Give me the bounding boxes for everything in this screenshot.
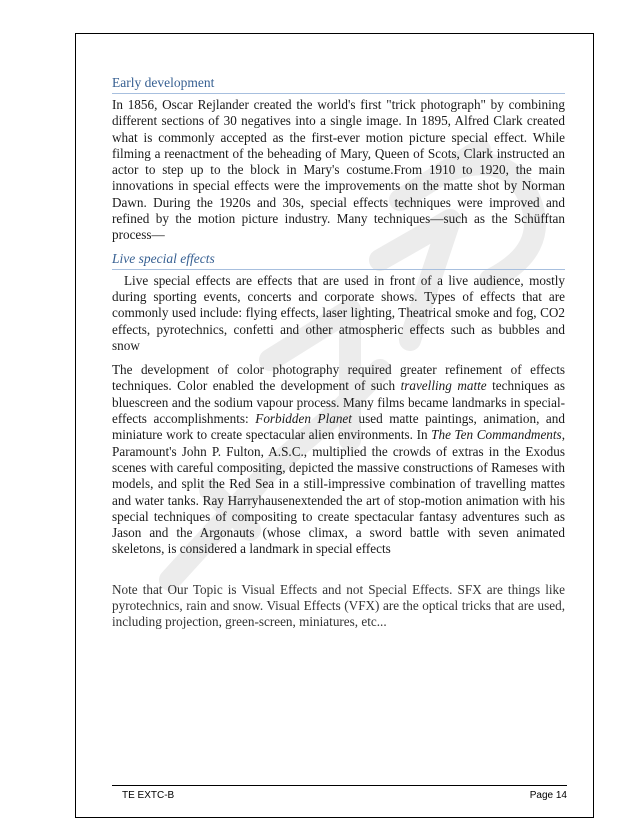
text-run: , Paramount's John P. Fulton, A.S.C., multiplied the crowds of extras in the Exodus scenes with careful compositing, depicted the massive constructions of Rameses with models, and split the Red Sea in a still-impressive combination of travelling mattes and water tanks. Ray Harryhausenextended the art of stop-motion animation with his special techniques of compositing to create spectacular fantasy adventures such as Jason and the Argonauts (whose climax, a sword battle with seven animated skeletons, is considered a landmark in special effects	[112, 427, 565, 557]
italic-film-title: The Ten Commandments	[431, 427, 562, 443]
italic-term: travelling matte	[400, 378, 487, 394]
text-run: techniques as bluescreen and the sodium vapour process. Many films became landmarks in special-effects accomplishments:	[112, 378, 566, 427]
footer-page-number: Page 14	[529, 790, 567, 801]
text-run: The development of color photography required greater refinement of effects techniques. Color enabled the development of such	[112, 362, 565, 394]
text-run: used matte paintings, animation, and miniature work to create spectacular alien environments. In	[112, 411, 565, 443]
section-heading-early-development: Early development	[112, 74, 565, 94]
footer-left-label: TE EXTC-B	[122, 790, 175, 801]
paragraph-early-development: In 1856, Oscar Rejlander created the world's first "trick photograph" by combining different sections of 30 negatives into a single image. In 1895, Alfred Clark created what is commonly accepted as the first-ever motion picture special effect. While filming a reenactment of the beheading of Mary, Queen of Scots, Clark instructed an actor to step up to the block in Mary's costume.From 1910 to 1920, the main innovations in special effects were the improvements on the matte shot by Norman Dawn. During the 1920s and 30s, special effects techniques were improved and refined by the motion picture industry. Many techniques—such as the Schüfftan process—	[112, 97, 565, 243]
page-footer	[112, 785, 567, 801]
paragraph-live-effects: Live special effects are effects that are used in front of a live audience, mostly during sporting events, concerts and corporate shows. Types of effects that are commonly used include: flying effects, laser lighting, Theatrical smoke and fog, CO2 effects, pyrotechnics, confetti and other atmospheric effects such as bubbles and snow	[112, 272, 565, 353]
paragraph-note: Note that Our Topic is Visual Effects and not Special Effects. SFX are things like pyrotechnics, rain and snow. Visual Effects (VFX) are the optical tricks that are used, including projection, green-screen, miniatures, etc...	[112, 581, 565, 630]
italic-film-title: Forbidden Planet	[255, 411, 352, 427]
section-heading-live-special-effects: Live special effects	[112, 250, 565, 270]
page-content	[112, 74, 565, 631]
paragraph-color-photography	[112, 362, 565, 558]
